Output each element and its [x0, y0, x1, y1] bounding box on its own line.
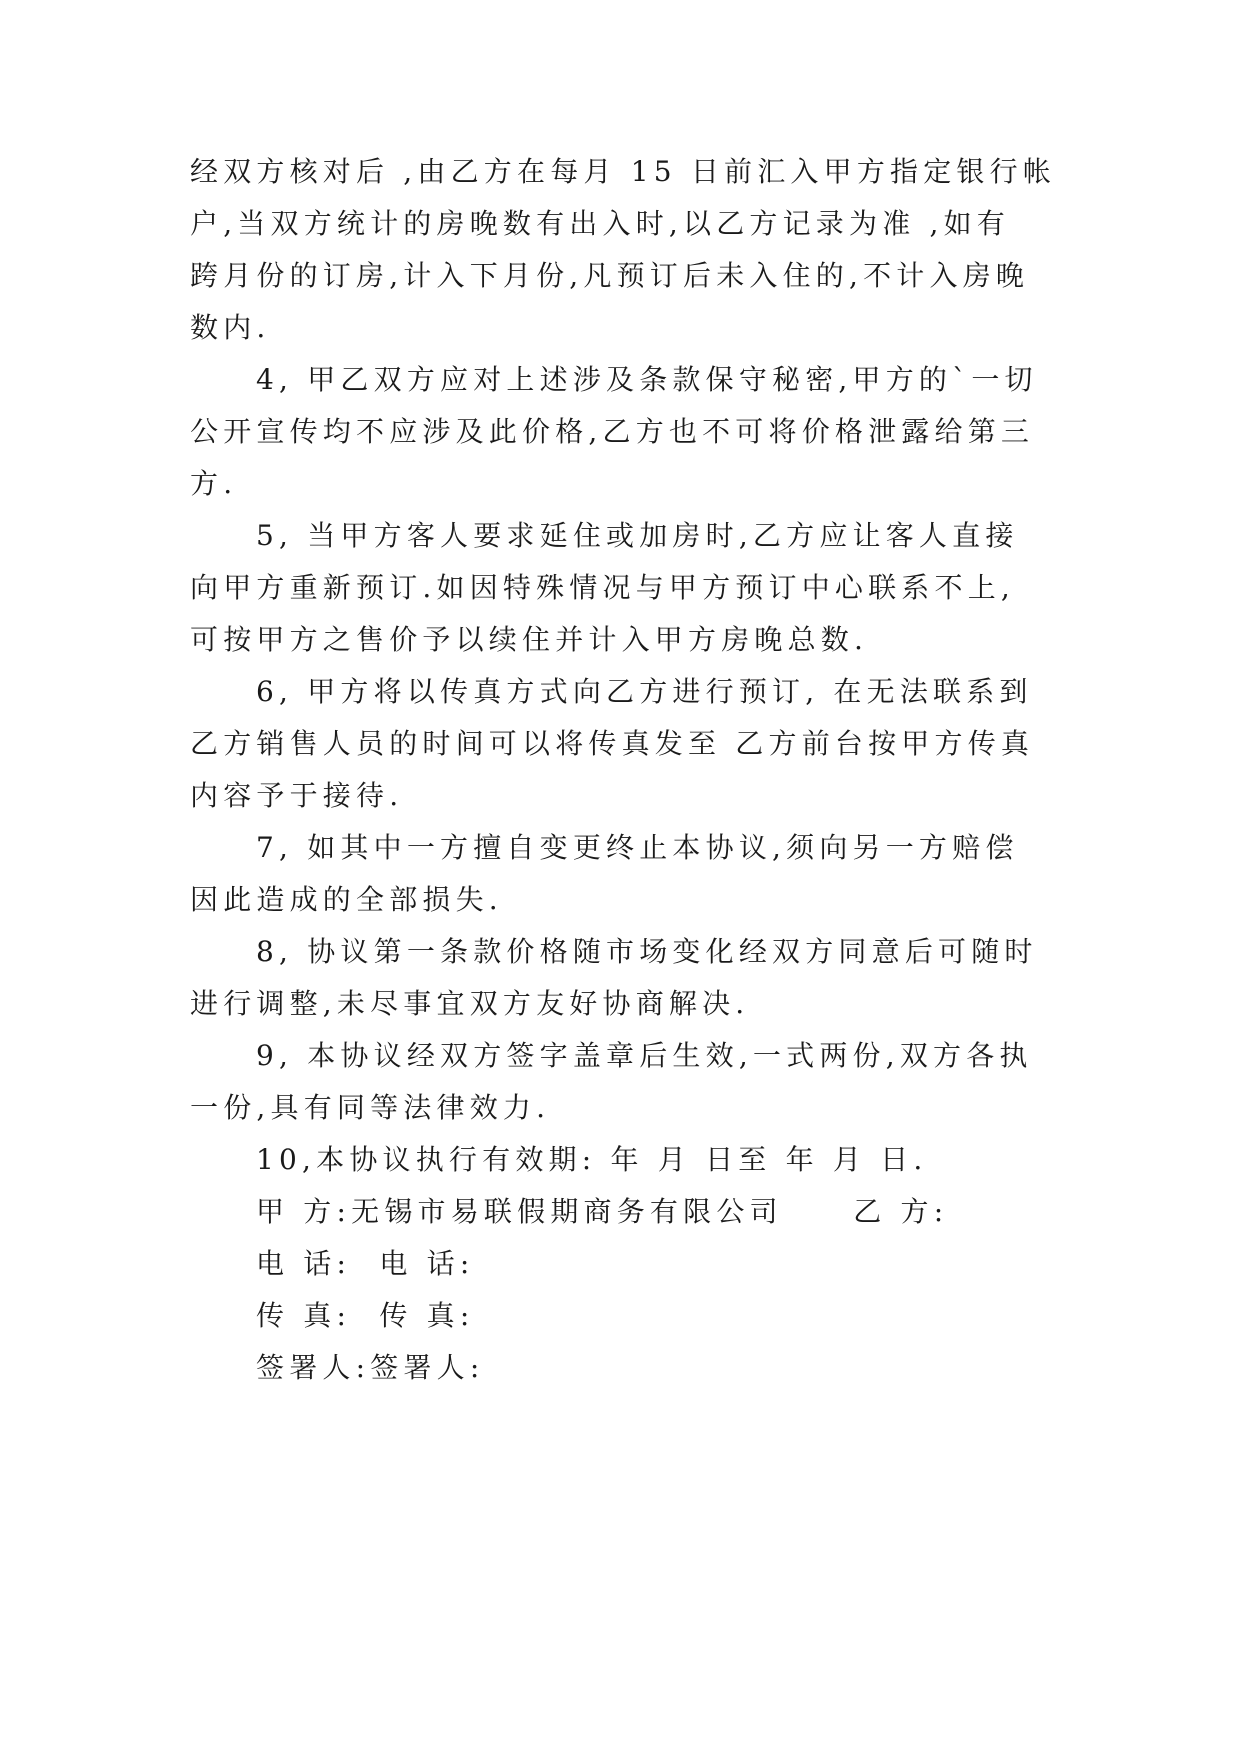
paragraph-3-line-3: 跨月份的订房,计入下月份,凡预订后未入住的,不计入房晚 — [190, 259, 1030, 292]
clause-10-validity-period: 10,本协议执行有效期: 年 月 日至 年 月 日. — [256, 1143, 928, 1176]
signatory-fields: 签署人:签署人: — [256, 1351, 485, 1384]
clause-6-line-2: 乙方销售人员的时间可以将传真发至 乙方前台按甲方传真 — [190, 727, 1035, 760]
paragraph-3-line-4: 数内. — [190, 311, 271, 344]
phone-fields: 电 话: 电 话: — [256, 1247, 475, 1280]
clause-8-line-1: 8, 协议第一条款价格随市场变化经双方同意后可随时 — [256, 935, 1038, 968]
clause-4-line-3: 方. — [190, 467, 238, 500]
fax-fields: 传 真: 传 真: — [256, 1299, 475, 1332]
clause-7-line-1: 7, 如其中一方擅自变更终止本协议,须向另一方赔偿 — [256, 831, 1019, 864]
clause-9-line-1: 9, 本协议经双方签字盖章后生效,一式两份,双方各执 — [256, 1039, 1033, 1072]
clause-5-line-1: 5, 当甲方客人要求延住或加房时,乙方应让客人直接 — [256, 519, 1019, 552]
clause-4-line-2: 公开宣传均不应涉及此价格,乙方也不可将价格泄露给第三 — [190, 415, 1035, 448]
clause-5-line-2: 向甲方重新预订.如因特殊情况与甲方预订中心联系不上, — [190, 571, 1016, 604]
clause-6-line-1: 6, 甲方将以传真方式向乙方进行预订, 在无法联系到 — [256, 675, 1033, 708]
clause-5-line-3: 可按甲方之售价予以续住并计入甲方房晚总数. — [190, 623, 869, 656]
clause-9-line-2: 一份,具有同等法律效力. — [190, 1091, 551, 1124]
clause-8-line-2: 进行调整,未尽事宜双方友好协商解决. — [190, 987, 750, 1020]
paragraph-3-line-1: 经双方核对后 ,由乙方在每月 15 日前汇入甲方指定银行帐 — [190, 155, 1057, 188]
clause-4-line-1: 4, 甲乙双方应对上述涉及条款保守秘密,甲方的`一切 — [256, 363, 1038, 396]
clause-7-line-2: 因此造成的全部损失. — [190, 883, 503, 916]
party-names: 甲 方:无锡市易联假期商务有限公司 乙 方: — [256, 1195, 949, 1228]
clause-6-line-3: 内容予于接待. — [190, 779, 404, 812]
paragraph-3-line-2: 户,当双方统计的房晚数有出入时,以乙方记录为准 ,如有 — [190, 207, 1011, 240]
